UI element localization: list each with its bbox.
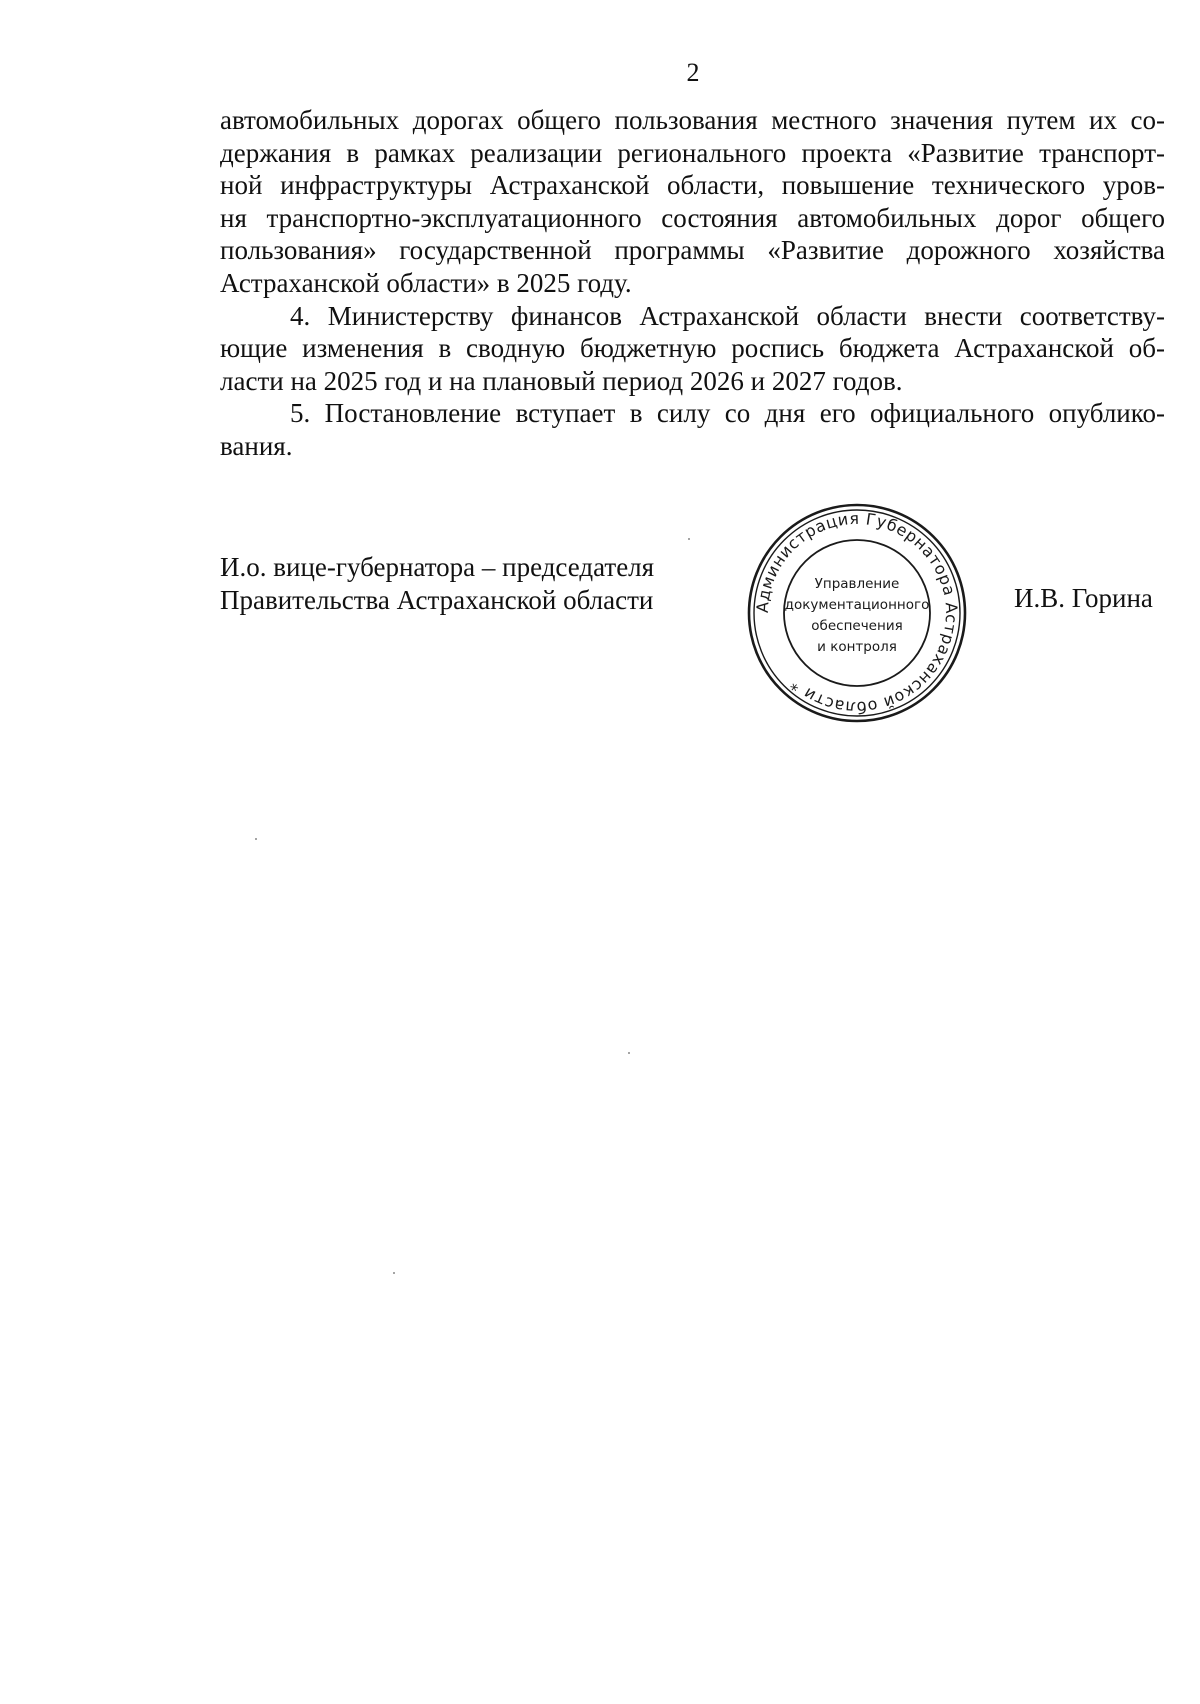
signatory-name: И.В. Горина [1014,583,1153,613]
stamp-ring-text: Администрация Губернатора Астраханской области * [752,508,962,718]
document-body [220,104,1165,463]
scan-speck [255,838,257,840]
stamp-center-line: документационного [784,597,930,613]
signatory-position [220,551,654,616]
signatory-position-line: И.о. вице-губернатора – председателя [220,552,655,582]
official-stamp [745,501,969,725]
text-line: Астраханской области» в 2025 году. [220,267,632,298]
stamp-center-line: Управление [814,576,900,592]
text-line: ющие изменения в сводную бюджетную роспись бюджета Астраханской об- [220,333,1165,364]
text-line: 5. Постановление вступает в силу со дня его официального опублико- [290,398,1165,429]
text-line: ной инфраструктуры Астраханской области, повышение технического уров- [220,170,1165,201]
text-line: ня транспортно-эксплуатационного состояния автомобильных дорог общего [220,202,1165,233]
paragraph-continuation [220,104,1165,300]
text-line: ласти на 2025 год и на плановый период 2026 и 2027 годов. [220,365,903,396]
signatory-position-line: Правительства Астраханской области [220,584,654,615]
text-line: автомобильных дорогах общего пользования местного значения путем их со- [220,105,1165,135]
paragraph-item-5 [220,397,1165,462]
stamp-center-line: и контроля [817,639,897,655]
paragraph-item-4 [220,300,1165,398]
stamp-center-line: обеспечения [811,618,903,634]
page-number: 2 [686,58,700,87]
text-line: пользования» государственной программы «Развитие дорожного хозяйства [220,235,1165,266]
text-line: вания. [220,430,293,461]
text-line: 4. Министерству финансов Астраханской области внести соответству- [290,300,1165,331]
text-line: держания в рамках реализации регионального проекта «Развитие транспорт- [220,137,1165,168]
scan-speck [393,1272,395,1274]
scan-speck [628,1052,630,1054]
scan-speck [688,538,690,540]
